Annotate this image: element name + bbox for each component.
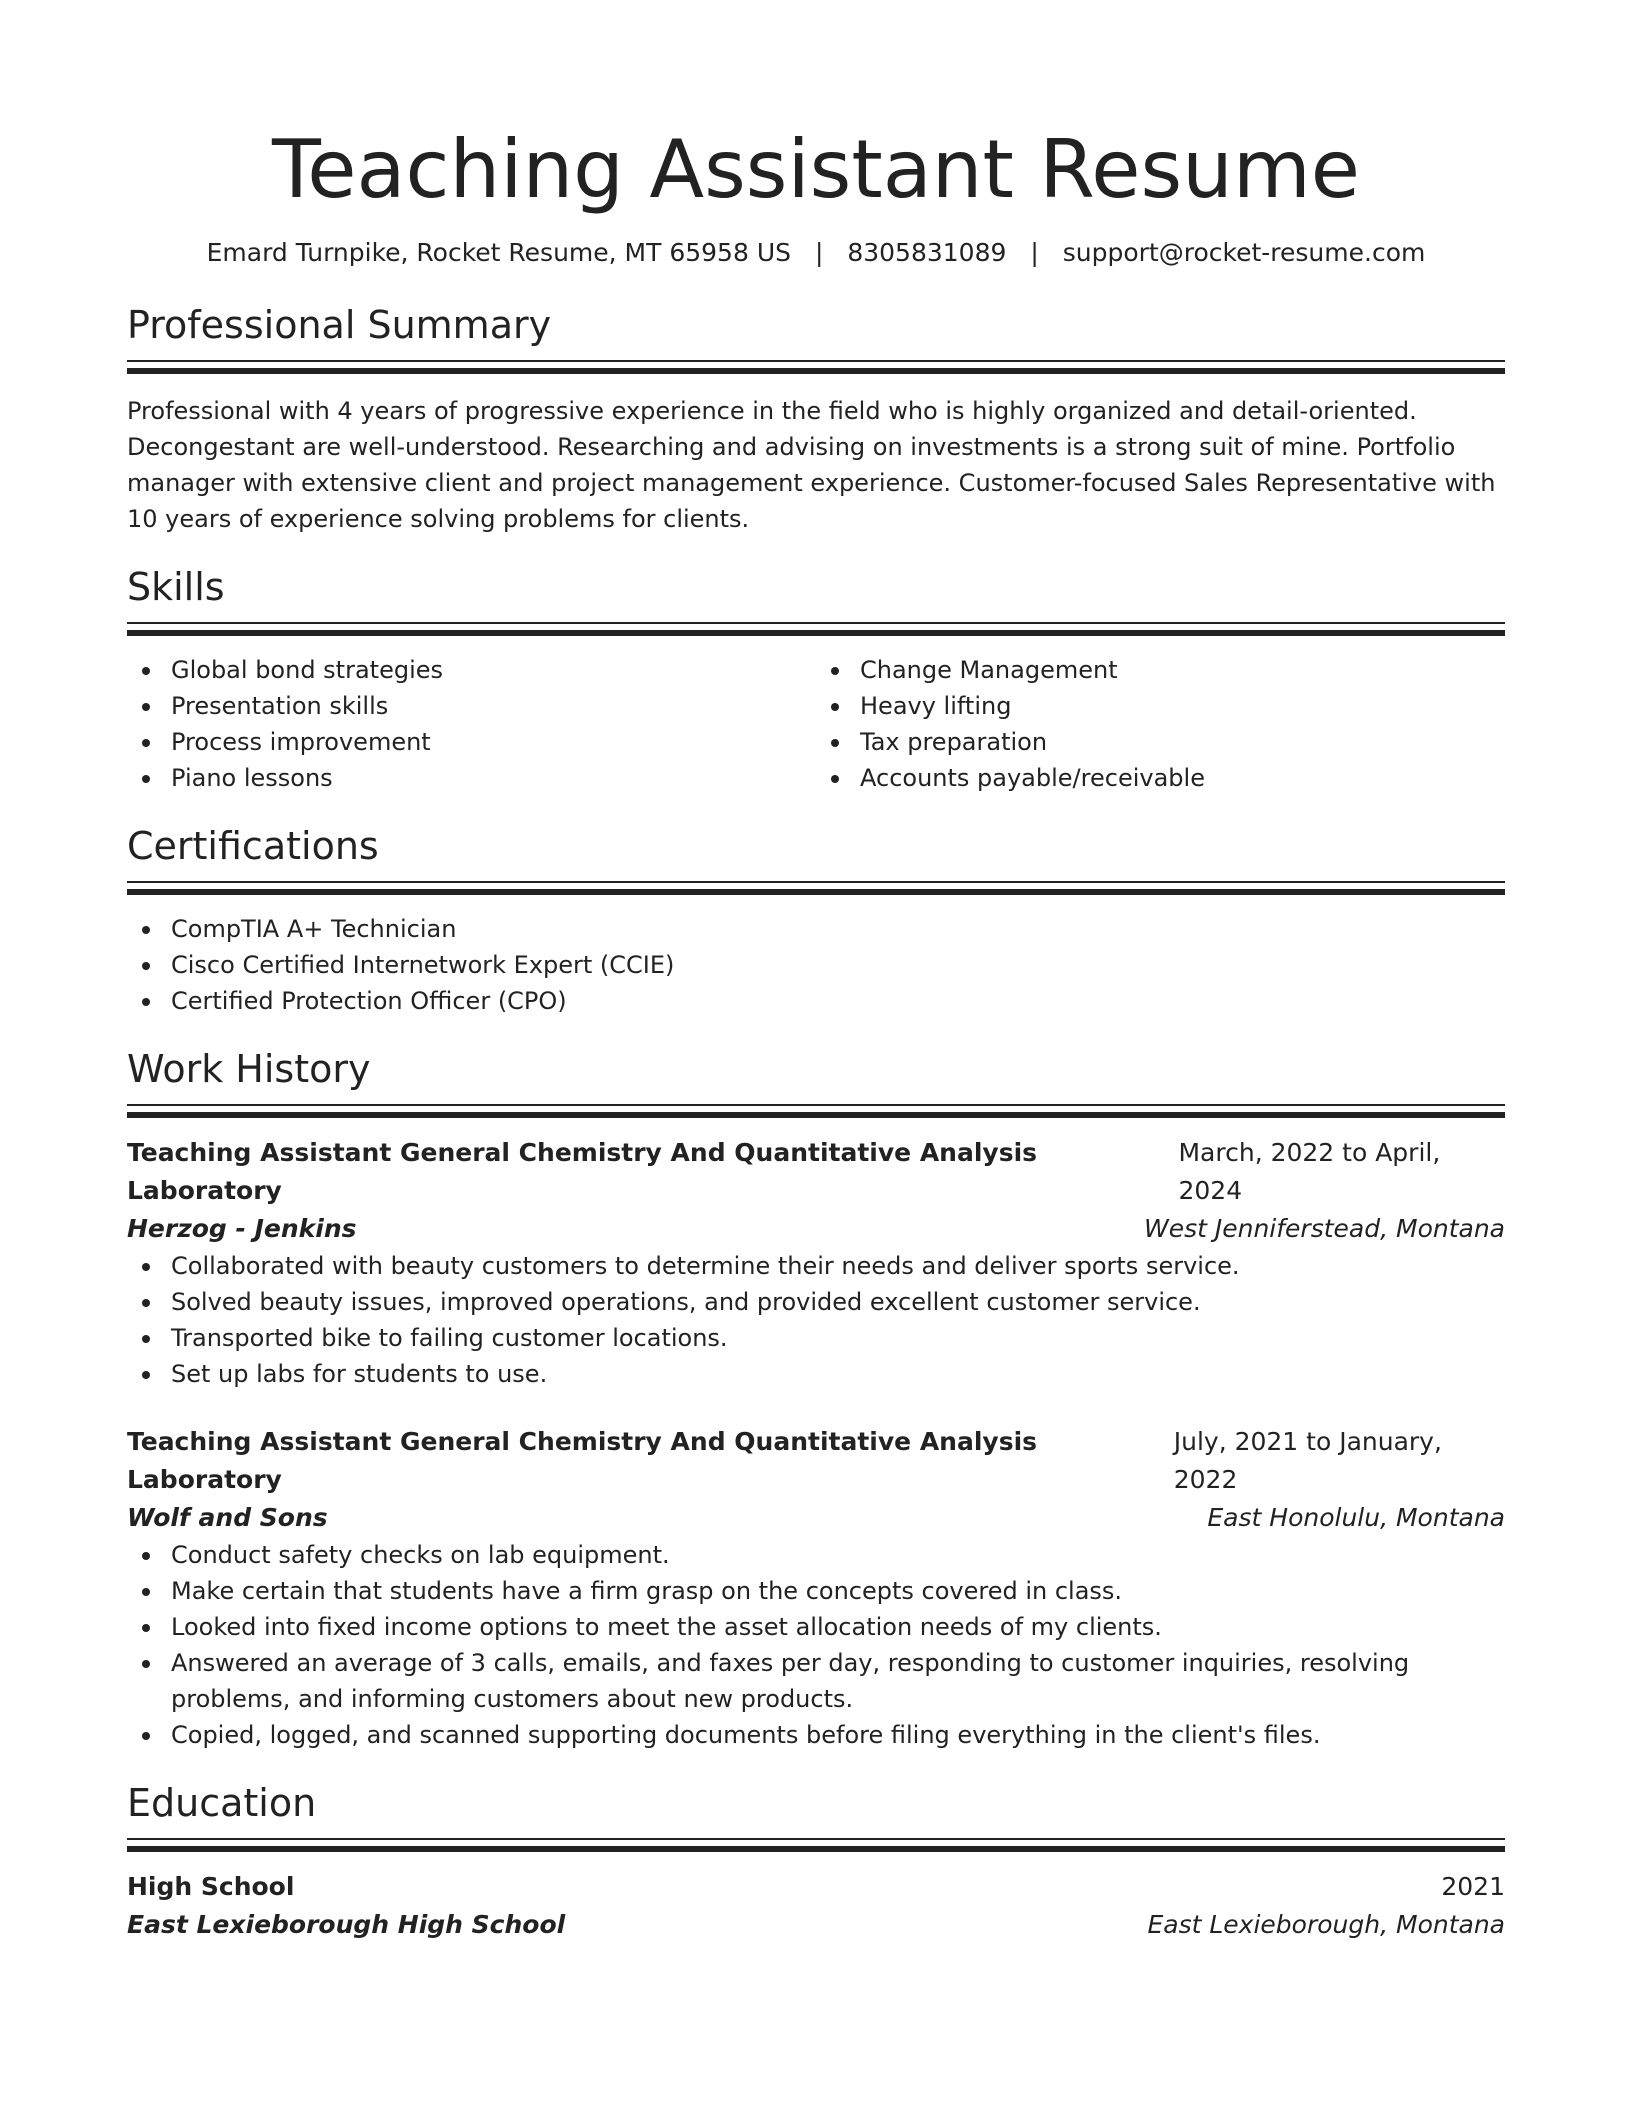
job-duty: Transported bike to failing customer locations. (171, 1320, 1505, 1356)
certification-item: Cisco Certified Internetwork Expert (CCIE) (171, 947, 1505, 983)
job-subheader (127, 1499, 1505, 1537)
skill-item: Global bond strategies (171, 652, 816, 688)
certifications-list (127, 911, 1505, 1019)
skills-column-right (816, 652, 1505, 796)
education-section (127, 1779, 1505, 1944)
education-school: East Lexieborough High School (127, 1910, 566, 1939)
work-history-section (127, 1045, 1505, 1753)
job-title: Teaching Assistant General Chemistry And Quantitative Analysis Laboratory (127, 1138, 1038, 1205)
job-duty: Set up labs for students to use. (171, 1356, 1505, 1392)
section-divider (127, 1838, 1505, 1852)
section-divider (127, 881, 1505, 895)
contact-separator: | (814, 238, 824, 267)
job-location: West Jenniferstead, Montana (1143, 1214, 1505, 1243)
skill-item: Process improvement (171, 724, 816, 760)
job-company: Herzog - Jenkins (127, 1214, 357, 1243)
job-duty: Solved beauty issues, improved operations, and provided excellent customer service. (171, 1284, 1505, 1320)
job-duty: Make certain that students have a firm grasp on the concepts covered in class. (171, 1573, 1505, 1609)
education-subheader (127, 1906, 1505, 1944)
skill-item: Change Management (860, 652, 1505, 688)
contact-address: Emard Turnpike, Rocket Resume, MT 65958 US (206, 238, 791, 267)
section-divider (127, 360, 1505, 374)
section-title-summary: Professional Summary (127, 303, 552, 347)
job-location: East Honolulu, Montana (1207, 1503, 1505, 1532)
education-location: East Lexieborough, Montana (1147, 1910, 1505, 1939)
job-subheader (127, 1210, 1505, 1248)
job-header (127, 1423, 1505, 1499)
job-entry (127, 1423, 1505, 1753)
certification-item: CompTIA A+ Technician (171, 911, 1505, 947)
skill-item: Accounts payable/receivable (860, 760, 1505, 796)
job-duty: Collaborated with beauty customers to determine their needs and deliver sports service. (171, 1248, 1505, 1284)
contact-email: support@rocket-resume.com (1062, 238, 1426, 267)
certification-item: Certified Protection Officer (CPO) (171, 983, 1505, 1019)
resume-title: Teaching Assistant Resume (272, 123, 1360, 216)
job-entry (127, 1134, 1505, 1392)
education-year: 2021 (1441, 1872, 1505, 1901)
certifications-section (127, 822, 1505, 1019)
job-header (127, 1134, 1505, 1210)
job-dates: July, 2021 to January, 2022 (1173, 1427, 1442, 1494)
skills-column-left (127, 652, 816, 796)
skill-item: Piano lessons (171, 760, 816, 796)
section-title-certifications: Certifications (127, 824, 379, 868)
skills-grid (127, 652, 1505, 796)
job-duty: Conduct safety checks on lab equipment. (171, 1537, 1505, 1573)
section-divider (127, 622, 1505, 636)
job-duty: Copied, logged, and scanned supporting documents before filing everything in the client's files. (171, 1717, 1505, 1753)
section-title-skills: Skills (127, 565, 225, 609)
contact-phone: 8305831089 (847, 238, 1007, 267)
summary-section (127, 301, 1505, 537)
contact-separator: | (1030, 238, 1039, 267)
section-title-education: Education (127, 1781, 317, 1825)
summary-text: Professional with 4 years of progressive experience in the field who is highly organized and detail-oriented. Decongestant are well-understood. Researching and advising on investments is a strong suit of mine. Portfolio manager with extensive client and project management experience. Customer-focused Sales Representative with 10 years of experience solving problems for clients. (127, 397, 1496, 533)
skill-item: Tax preparation (860, 724, 1505, 760)
job-duty: Looked into fixed income options to meet the asset allocation needs of my clients. (171, 1609, 1505, 1645)
section-title-work-history: Work History (127, 1047, 371, 1091)
contact-line (127, 236, 1505, 270)
section-divider (127, 1104, 1505, 1118)
education-entry (127, 1868, 1505, 1944)
job-duty: Answered an average of 3 calls, emails, and faxes per day, responding to customer inquiries, resolving problems, and informing customers about new products. (171, 1645, 1505, 1717)
job-duties-list (127, 1537, 1505, 1753)
skill-item: Presentation skills (171, 688, 816, 724)
job-duties-list (127, 1248, 1505, 1392)
job-company: Wolf and Sons (127, 1503, 328, 1532)
job-dates: March, 2022 to April, 2024 (1178, 1138, 1441, 1205)
job-title: Teaching Assistant General Chemistry And Quantitative Analysis Laboratory (127, 1427, 1038, 1494)
education-degree: High School (127, 1872, 295, 1901)
skill-item: Heavy lifting (860, 688, 1505, 724)
skills-section (127, 563, 1505, 796)
education-header (127, 1868, 1505, 1906)
